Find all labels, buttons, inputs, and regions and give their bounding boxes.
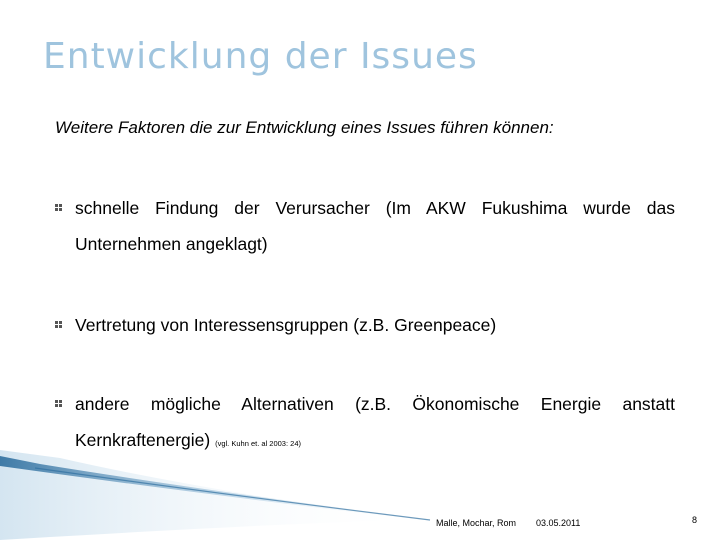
footer-date: 03.05.2011	[536, 518, 581, 528]
intro-text: Weitere Faktoren die zur Entwicklung eines Issues führen können:	[55, 118, 554, 137]
bullet-item	[55, 190, 675, 262]
footer-authors: Malle, Mochar, Rom	[436, 518, 517, 528]
bullet-text-line: andere mögliche Alternativen (z.B. Ökonomische Energie anstatt	[75, 394, 675, 414]
bullet-text-line: Unternehmen angeklagt)	[75, 234, 268, 254]
bullet-text-line: Kernkraftenergie)	[75, 430, 211, 450]
citation: (vgl. Kuhn et. al 2003: 24)	[215, 439, 301, 448]
bullet-icon	[55, 204, 64, 213]
bullet-text-line: schnelle Findung der Verursacher (Im AKW Fukushima wurde das	[75, 198, 675, 218]
bullet-item	[55, 307, 675, 343]
bullet-icon	[55, 321, 64, 330]
slide-title: Entwicklung der Issues	[43, 36, 478, 77]
page-number: 8	[692, 515, 698, 525]
bullet-text-line: Vertretung von Interessensgruppen (z.B. Greenpeace)	[75, 315, 497, 335]
decorative-swoosh	[0, 450, 720, 540]
bullet-icon	[55, 400, 64, 409]
